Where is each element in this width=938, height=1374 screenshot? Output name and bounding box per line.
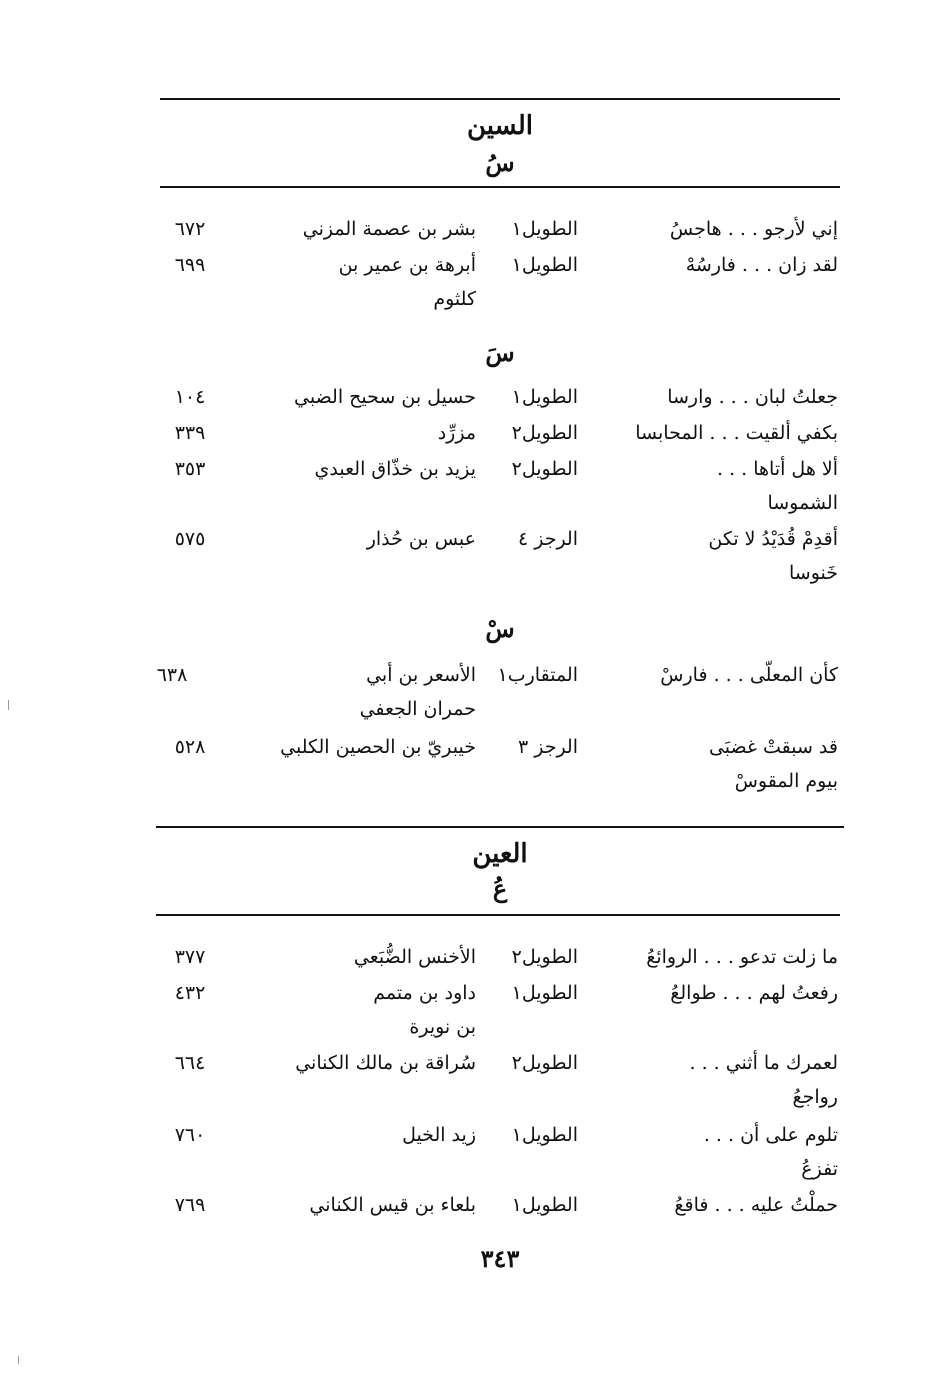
poet: خيبريّ بن الحصين الكلبي	[280, 736, 476, 758]
page-ref: ٦٧٢	[174, 218, 206, 240]
section-bottom-rule	[156, 914, 840, 916]
rhyme-subtitle: سْ	[485, 614, 515, 643]
poet: عبس بن حُذار	[366, 528, 476, 550]
poet: زيد الخيل	[402, 1124, 476, 1146]
page-ref: ٥٧٥	[174, 528, 206, 550]
poet: سُراقة بن مالك الكناني	[295, 1052, 476, 1074]
section-title-ayn: العين	[472, 839, 528, 869]
meter: الطويل١	[511, 254, 578, 276]
poet: يزيد بن خذّاق العبدي	[314, 458, 476, 480]
page-ref: ١٠٤	[174, 386, 206, 408]
first-verse: جعلتُ لبان . . . وارسا	[667, 386, 838, 408]
poet: حسيل بن سحيح الضبي	[294, 386, 476, 408]
page-ref: ٦٩٩	[174, 254, 206, 276]
section-top-rule	[160, 98, 840, 100]
meter: الطويل٢	[511, 422, 578, 444]
meter: المتقارب١	[497, 664, 578, 686]
poet: الأخنس الضُّبَعي	[353, 946, 476, 968]
poet: بشر بن عصمة المزني	[302, 218, 476, 240]
first-verse: إني لأرجو . . . هاجسُ	[669, 218, 838, 240]
page-ref: ٣٧٧	[174, 946, 206, 968]
page-ref: ٤٣٢	[174, 982, 206, 1004]
first-verse: رفعتُ لهم . . . طوالعُ	[670, 982, 838, 1004]
page-ref: ٣٥٣	[174, 458, 206, 480]
first-verse: أقدِمْ قُدَيْدُ لا تكن خَنوسا	[708, 528, 838, 584]
first-verse: حملْتُ عليه . . . فاقعُ	[674, 1194, 838, 1216]
page-ref: ٥٢٨	[174, 736, 206, 758]
meter: الطويل١	[511, 1124, 578, 1146]
scan-margin-mark	[18, 1356, 19, 1364]
page-ref: ٧٦٠	[174, 1124, 206, 1146]
poet: بلعاء بن قيس الكناني	[309, 1194, 476, 1216]
page-ref: ٣٣٩	[174, 422, 206, 444]
rhyme-subtitle: سُ	[485, 148, 515, 177]
first-verse: لقد زان . . . فارسُهْ	[685, 254, 838, 276]
first-verse: كأن المعلّى . . . فارسْ	[660, 664, 838, 686]
first-verse: تلوم على أن . . . تفزعُ	[703, 1124, 838, 1180]
scan-margin-mark	[8, 700, 9, 710]
poet: الأسعر بن أبي حمران الجعفي	[359, 664, 476, 720]
rhyme-subtitle: عُ	[492, 874, 508, 903]
first-verse: ألا هل أتاها . . . الشموسا	[716, 458, 838, 514]
first-verse: قد سبقتْ غضبَى بيوم المقوسْ	[708, 736, 838, 792]
first-verse: ما زلت تدعو . . . الروائعُ	[646, 946, 838, 968]
meter: الطويل٢	[511, 458, 578, 480]
page-ref: ٦٦٤	[174, 1052, 206, 1074]
meter: الطويل٢	[511, 946, 578, 968]
meter: الرجز ٤	[517, 528, 578, 550]
meter: الطويل١	[511, 218, 578, 240]
section-title-sin: السين	[467, 111, 533, 141]
page-number: ٣٤٣	[480, 1244, 520, 1273]
first-verse: لعمرك ما أثني . . . رواجعُ	[689, 1052, 838, 1108]
meter: الطويل١	[511, 982, 578, 1004]
meter: الطويل١	[511, 1194, 578, 1216]
section-bottom-rule	[160, 186, 840, 188]
meter: الطويل١	[511, 386, 578, 408]
section-top-rule	[156, 826, 844, 828]
meter: الرجز ٣	[517, 736, 578, 758]
page-ref: ٦٣٨	[156, 664, 188, 686]
first-verse: بكفي ألقيت . . . المحابسا	[635, 422, 838, 444]
poet: أبرهة بن عمير بن كلثوم	[338, 254, 476, 310]
meter: الطويل٢	[511, 1052, 578, 1074]
rhyme-subtitle: سَ	[485, 338, 515, 367]
poet: مزرِّد	[437, 422, 476, 444]
page-ref: ٧٦٩	[174, 1194, 206, 1216]
poet: داود بن متمم بن نويرة	[373, 982, 476, 1038]
